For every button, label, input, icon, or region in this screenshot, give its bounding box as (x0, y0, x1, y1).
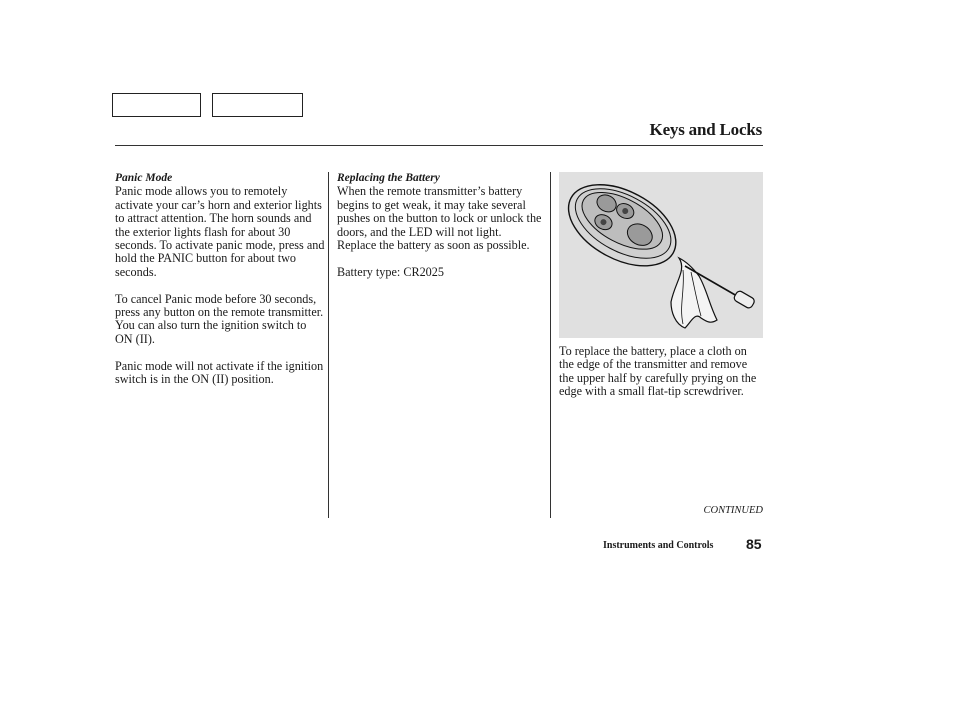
battery-section (337, 172, 542, 293)
column-divider-1 (328, 172, 329, 518)
key-fob-illustration (559, 172, 763, 338)
footer-section-label: Instruments and Controls (603, 540, 714, 551)
nav-button-2[interactable] (212, 93, 303, 117)
panic-mode-section (115, 172, 325, 400)
figure-caption-section (559, 345, 764, 412)
header-rule (115, 145, 763, 146)
page-title: Keys and Locks (649, 120, 762, 139)
figure-caption: To replace the battery, place a cloth on the edge of the transmitter and remove the upper half by carefully prying on the edge with a small flat-tip screwdriver. (559, 344, 757, 399)
panic-mode-heading: Panic Mode (115, 172, 173, 184)
page-number: 85 (746, 536, 762, 552)
continued-label: CONTINUED (703, 505, 763, 516)
battery-heading: Replacing the Battery (337, 172, 440, 184)
battery-type: Battery type: CR2025 (337, 264, 444, 279)
panic-mode-paragraph-3: Panic mode will not activate if the ignition switch is in the ON (II) position. (115, 358, 324, 387)
panic-mode-paragraph-1: Panic mode allows you to remotely activate your car’s horn and exterior lights to attract attention. The horn sounds and the exterior lights flash for about 30 seconds. To activate panic mode, press and hold the PANIC button for about two seconds. (115, 184, 325, 279)
battery-paragraph-1: When the remote transmitter’s battery begins to get weak, it may take several pushes on the button to lock or unlock the doors, and the LED will not light. Replace the battery as soon as possible. (337, 184, 542, 253)
column-divider-2 (550, 172, 551, 518)
nav-button-1[interactable] (112, 93, 201, 117)
key-fob-icon (559, 172, 763, 338)
panic-mode-paragraph-2: To cancel Panic mode before 30 seconds, press any button on the remote transmitter. You can also turn the ignition switch to ON (II). (115, 291, 324, 346)
